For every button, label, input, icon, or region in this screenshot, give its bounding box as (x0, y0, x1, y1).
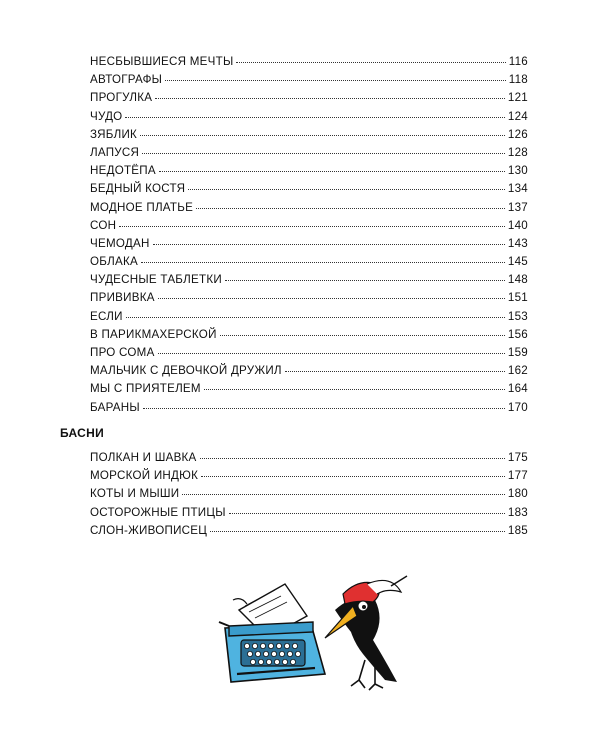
toc-entry-title: СОН (90, 218, 117, 232)
section-heading-basni: БАСНИ (60, 426, 104, 440)
toc-entry (90, 55, 528, 73)
toc-entry-page: 162 (507, 364, 528, 378)
dot-leader (142, 153, 505, 154)
dot-leader (225, 280, 505, 281)
woodpecker-typewriter-illustration (215, 570, 415, 700)
toc-entry (90, 310, 528, 328)
toc-entry (90, 401, 528, 419)
toc-entry (90, 524, 528, 542)
dot-leader (204, 389, 505, 390)
dot-leader (210, 531, 505, 532)
toc-entry-page: 140 (507, 218, 528, 232)
toc-entry-title: МОРСКОЙ ИНДЮК (90, 469, 199, 483)
toc-entry-page: 126 (507, 127, 528, 141)
dot-leader (125, 117, 504, 118)
toc-entry-title: ЧУДО (90, 109, 123, 123)
toc-entry-page: 130 (507, 164, 528, 178)
toc-entry-title: БАРАНЫ (90, 400, 140, 414)
toc-entry (90, 469, 528, 487)
toc-entry-page: 180 (507, 487, 528, 501)
toc-entry-title: ОСТОРОЖНЫЕ ПТИЦЫ (90, 505, 226, 519)
toc-entry (90, 164, 528, 182)
toc-entry-page: 134 (507, 182, 528, 196)
toc-entry-title: ОБЛАКА (90, 255, 138, 269)
dot-leader (119, 226, 505, 227)
dot-leader (236, 62, 505, 63)
toc-entry-page: 128 (507, 145, 528, 159)
toc-entry-page: 183 (507, 505, 528, 519)
toc-entry-page: 175 (507, 451, 528, 464)
toc-entry-page: 116 (508, 55, 528, 68)
toc-entry-title: МАЛЬЧИК С ДЕВОЧКОЙ ДРУЖИЛ (90, 364, 282, 378)
dot-leader (141, 262, 505, 263)
toc-entry-page: 156 (507, 327, 528, 341)
toc-entry-page: 124 (507, 109, 528, 123)
dot-leader (220, 335, 505, 336)
dot-leader (155, 98, 505, 99)
toc-entry (90, 487, 528, 505)
toc-entry-page: 143 (507, 236, 528, 250)
toc-entry (90, 328, 528, 346)
typewriter (219, 622, 325, 682)
toc-entry (90, 506, 528, 524)
toc-entry-title: В ПАРИКМАХЕРСКОЙ (90, 327, 217, 341)
toc-entry (90, 201, 528, 219)
toc-entry-title: ПОЛКАН И ШАВКА (90, 451, 197, 464)
toc-entry (90, 364, 528, 382)
toc-entry-title: ПРОГУЛКА (90, 91, 153, 105)
toc-entry-title: НЕДОТЁПА (90, 164, 156, 178)
toc-entry (90, 91, 528, 109)
toc-entry (90, 273, 528, 291)
dot-leader (158, 353, 505, 354)
toc-entry-title: МОДНОЕ ПЛАТЬЕ (90, 200, 194, 214)
dot-leader (158, 298, 505, 299)
toc-entry-title: НЕСБЫВШИЕСЯ МЕЧТЫ (90, 55, 234, 68)
toc-entry-page: 170 (507, 400, 528, 414)
toc-entry (90, 128, 528, 146)
toc-entry (90, 182, 528, 200)
toc-entry-page: 151 (507, 291, 528, 305)
dot-leader (143, 408, 505, 409)
toc-entry-page: 164 (507, 382, 528, 396)
dot-leader (196, 208, 505, 209)
dot-leader (182, 494, 505, 495)
toc-entry-title: ЛАПУСЯ (90, 145, 140, 159)
dot-leader (159, 171, 505, 172)
toc-entry-page: 153 (507, 309, 528, 323)
toc-entry-title: ПРО СОМА (90, 346, 155, 359)
toc-entry-title: МЫ С ПРИЯТЕЛЕМ (90, 382, 201, 396)
toc-entry-page: 118 (508, 73, 528, 87)
toc-entry-title: ЕСЛИ (90, 309, 123, 323)
dot-leader (285, 371, 505, 372)
toc-entry (90, 291, 528, 309)
woodpecker (325, 576, 407, 690)
toc-entry-page: 137 (507, 200, 528, 214)
toc-entry-title: ЧЕМОДАН (90, 236, 150, 250)
dot-leader (201, 476, 505, 477)
toc-entry (90, 346, 528, 364)
toc-entry-page: 177 (507, 469, 528, 483)
toc-entry (90, 451, 528, 469)
toc-entry (90, 237, 528, 255)
toc-entry (90, 110, 528, 128)
toc-entry-page: 145 (507, 255, 528, 269)
toc-entry (90, 382, 528, 400)
toc-entry-page: 159 (507, 346, 528, 359)
toc-entry (90, 255, 528, 273)
toc-entry (90, 146, 528, 164)
toc-entry-page: 121 (507, 91, 528, 105)
toc-entry (90, 73, 528, 91)
toc-list-basni (90, 451, 528, 542)
dot-leader (229, 513, 505, 514)
toc-entry-title: ПРИВИВКА (90, 291, 155, 305)
toc-entry-title: АВТОГРАФЫ (90, 73, 163, 87)
dot-leader (126, 317, 505, 318)
toc-entry-page: 185 (507, 523, 528, 537)
toc-entry-title: СЛОН-ЖИВОПИСЕЦ (90, 523, 208, 537)
toc-entry-title: ЗЯБЛИК (90, 127, 138, 141)
dot-leader (188, 189, 505, 190)
toc-list-main (90, 55, 528, 419)
toc-entry-title: ЧУДЕСНЫЕ ТАБЛЕТКИ (90, 273, 222, 287)
dot-leader (165, 80, 506, 81)
dot-leader (200, 458, 505, 459)
toc-entry-title: КОТЫ И МЫШИ (90, 487, 180, 501)
dot-leader (140, 135, 505, 136)
toc-entry-title: БЕДНЫЙ КОСТЯ (90, 182, 186, 196)
dot-leader (153, 244, 505, 245)
toc-entry-page: 148 (507, 273, 528, 287)
toc-entry (90, 219, 528, 237)
